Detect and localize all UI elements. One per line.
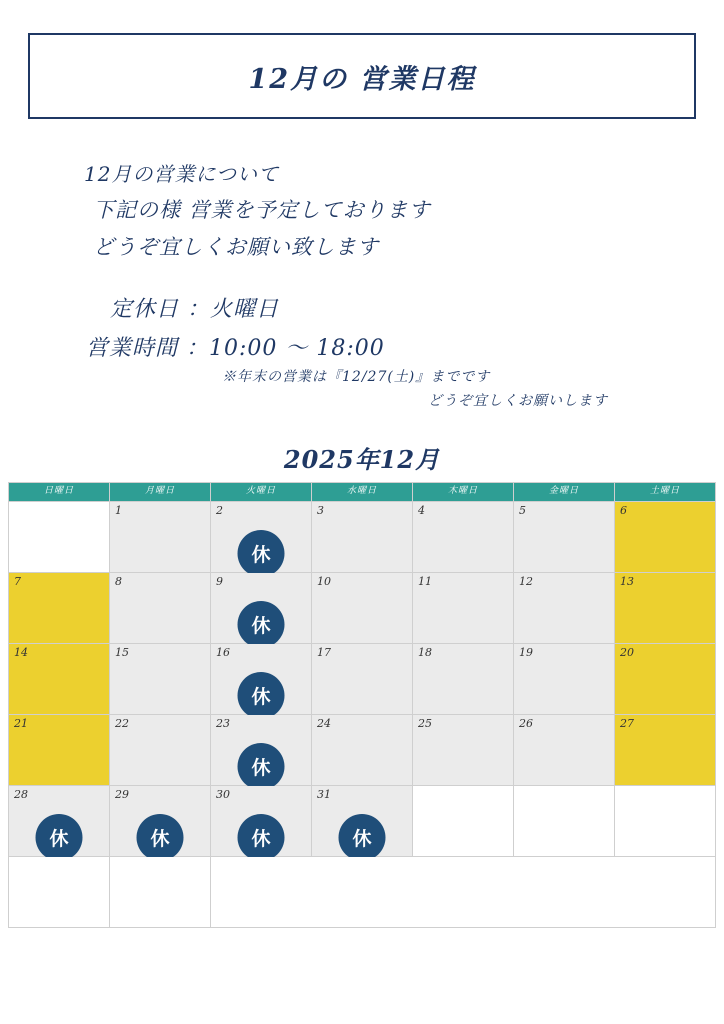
calendar-body	[9, 502, 716, 928]
day-number: 18	[418, 646, 432, 659]
calendar-week-row	[9, 502, 716, 573]
day-number: 20	[620, 646, 634, 659]
day-number: 12	[519, 575, 533, 588]
weekday-header-tue: 火曜日	[211, 483, 312, 502]
calendar-day-cell	[514, 786, 615, 857]
page-title: 12月の 営業日程	[248, 63, 476, 95]
day-number: 29	[115, 788, 129, 801]
day-number: 30	[216, 788, 230, 801]
calendar-day-cell	[9, 715, 110, 786]
calendar-day-cell	[211, 573, 312, 644]
memo-blank-cell	[110, 857, 211, 928]
weekday-header-fri: 金曜日	[514, 483, 615, 502]
calendar-day-cell	[211, 786, 312, 857]
day-number: 1	[115, 504, 122, 517]
memo-left-text: メモ 店休日 ：火曜日 営業時間：10:00～18:00	[217, 865, 339, 915]
memo-cell	[211, 857, 716, 928]
day-number: 9	[216, 575, 223, 588]
calendar-day-cell	[9, 786, 110, 857]
closed-badge: 休	[137, 814, 184, 861]
weekday-header-wed: 水曜日	[312, 483, 413, 502]
day-number: 8	[115, 575, 122, 588]
calendar-day-cell	[312, 644, 413, 715]
calendar-day-cell	[211, 502, 312, 573]
calendar-day-cell	[514, 502, 615, 573]
day-number: 4	[418, 504, 425, 517]
day-number: 22	[115, 717, 129, 730]
calendar-day-cell	[514, 573, 615, 644]
calendar-day-cell	[615, 644, 716, 715]
calendar-day-cell	[413, 502, 514, 573]
calendar-day-cell	[312, 715, 413, 786]
day-number: 27	[620, 717, 634, 730]
day-number: 31	[317, 788, 331, 801]
calendar-day-cell	[9, 502, 110, 573]
intro-line-1: 12月の営業について	[84, 162, 280, 186]
calendar-day-cell	[110, 786, 211, 857]
day-number: 3	[317, 504, 324, 517]
calendar-week-row	[9, 573, 716, 644]
calendar-day-cell	[110, 644, 211, 715]
calendar-memo-row	[9, 857, 716, 928]
calendar-day-cell	[211, 715, 312, 786]
day-number: 15	[115, 646, 129, 659]
year-end-note: ※年末の営業は『12/27(土)』までです	[222, 369, 491, 385]
day-number: 10	[317, 575, 331, 588]
day-number: 7	[14, 575, 21, 588]
day-number: 5	[519, 504, 526, 517]
calendar-day-cell	[312, 786, 413, 857]
weekday-header-mon: 月曜日	[110, 483, 211, 502]
weekday-header-sat: 土曜日	[615, 483, 716, 502]
day-number: 2	[216, 504, 223, 517]
closed-badge: 休	[339, 814, 386, 861]
day-number: 25	[418, 717, 432, 730]
title-banner	[28, 33, 696, 119]
calendar-week-row	[9, 715, 716, 786]
day-number: 28	[14, 788, 28, 801]
day-number: 13	[620, 575, 634, 588]
day-number: 23	[216, 717, 230, 730]
calendar-day-cell	[211, 644, 312, 715]
intro-block	[84, 158, 684, 261]
calendar-day-cell	[413, 644, 514, 715]
closed-badge: 休	[238, 672, 285, 719]
calendar-day-cell	[615, 715, 716, 786]
calendar-week-row	[9, 786, 716, 857]
day-number: 17	[317, 646, 331, 659]
intro-line-3: どうぞ宜しくお願い致します	[93, 235, 379, 259]
closed-badge: 休	[238, 530, 285, 577]
calendar-day-cell	[615, 502, 716, 573]
memo-blank-cell	[9, 857, 110, 928]
calendar-day-cell	[514, 715, 615, 786]
day-number: 6	[620, 504, 627, 517]
closed-badge: 休	[238, 814, 285, 861]
calendar-day-cell	[9, 644, 110, 715]
calendar-day-cell	[514, 644, 615, 715]
calendar-header-row	[9, 483, 716, 502]
calendar-day-cell	[9, 573, 110, 644]
calendar-day-cell	[413, 715, 514, 786]
monthly-calendar	[8, 482, 716, 928]
day-number: 11	[418, 575, 432, 588]
calendar-day-cell	[413, 573, 514, 644]
day-number: 16	[216, 646, 230, 659]
hours-block	[86, 292, 686, 370]
calendar-day-cell	[615, 786, 716, 857]
day-number: 26	[519, 717, 533, 730]
calendar-day-cell	[110, 573, 211, 644]
calendar-week-row	[9, 644, 716, 715]
weekday-header-sun: 日曜日	[9, 483, 110, 502]
memo-right-text: ※ 年末の営業は『12/27迄』です どうぞ宜しくお願いします	[388, 881, 575, 912]
calendar-heading: 2025年12月	[283, 445, 441, 474]
calendar-day-cell	[615, 573, 716, 644]
day-number: 19	[519, 646, 533, 659]
calendar-day-cell	[110, 715, 211, 786]
calendar-day-cell	[413, 786, 514, 857]
intro-line-2: 下記の様 営業を予定しております	[93, 198, 431, 222]
day-number: 21	[14, 717, 28, 730]
day-number: 24	[317, 717, 331, 730]
closed-badge: 休	[36, 814, 83, 861]
calendar-day-cell	[110, 502, 211, 573]
closing-greeting: どうぞ宜しくお願いします	[428, 393, 608, 409]
weekday-header-thu: 木曜日	[413, 483, 514, 502]
regular-holiday-row: 定休日 ：火曜日	[110, 297, 279, 322]
calendar-day-cell	[312, 502, 413, 573]
calendar-day-cell	[312, 573, 413, 644]
day-number: 14	[14, 646, 28, 659]
closed-badge: 休	[238, 601, 285, 648]
business-hours-row: 営業時間 ：10:00 ～ 18:00	[86, 336, 385, 361]
closed-badge: 休	[238, 743, 285, 790]
